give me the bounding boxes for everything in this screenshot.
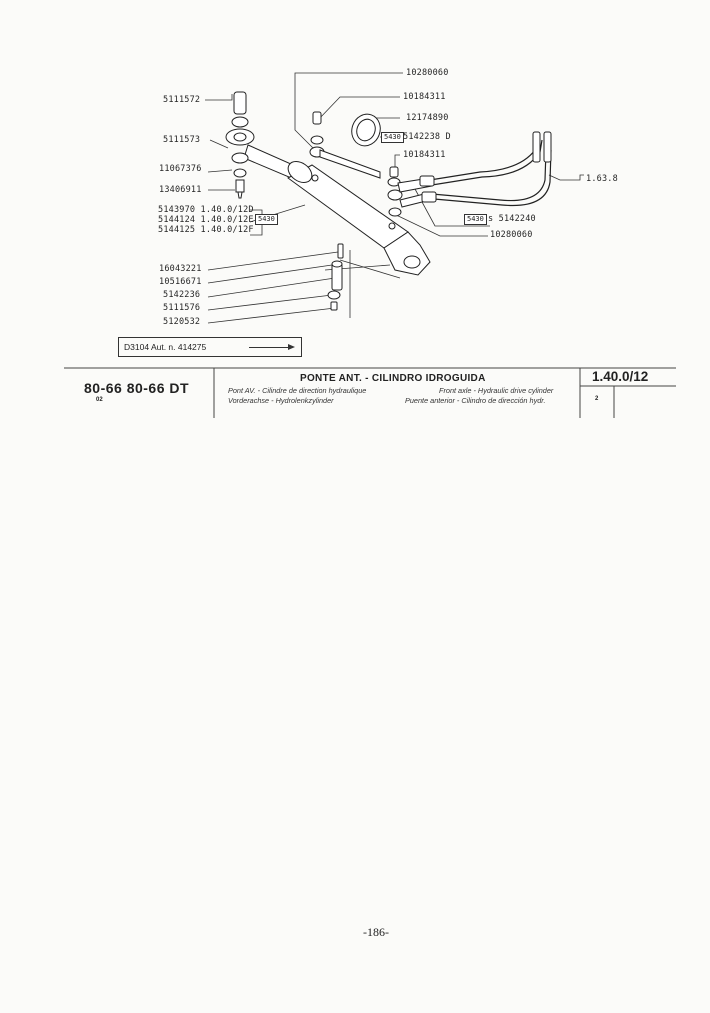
part-label-10184311-a: 10184311 [403, 92, 446, 102]
page-number: -186- [363, 925, 389, 939]
desc-english: Front axle - Hydraulic drive cylinder [439, 386, 554, 395]
part-label-5144124: 5144124 1.40.0/12E [158, 215, 254, 225]
part-label-10184311-b: 10184311 [403, 150, 446, 160]
part-label-10516671: 10516671 [159, 277, 202, 287]
part-label-13406911: 13406911 [159, 185, 202, 195]
part-label-5111576: 5111576 [163, 303, 201, 313]
part-label-5142240: s 5142240 [488, 214, 536, 224]
part-label-11067376: 11067376 [159, 164, 202, 174]
part-label-10280060-bottom: 10280060 [490, 230, 533, 240]
part-label-5143970: 5143970 1.40.0/12D [158, 205, 254, 215]
part-label-16043221: 16043221 [159, 264, 202, 274]
part-label-5111572: 5111572 [163, 95, 201, 105]
desc-spanish: Puente anterior - Cilindro de dirección hydr. [405, 396, 546, 405]
part-label-12174890: 12174890 [406, 113, 449, 123]
reference-text: D3104 Aut. n. 414275 [124, 342, 207, 352]
reference-box [118, 337, 302, 357]
arrow-right-icon [249, 347, 289, 348]
part-label-5142238: 5142238 D [403, 132, 451, 142]
model-name: 80-66 80-66 DT [84, 380, 190, 396]
part-label-5120532: 5120532 [163, 317, 201, 327]
model-sub: 02 [96, 397, 103, 403]
variant-box-5430-a: 5430 [381, 132, 404, 143]
desc-german: Vorderachse - Hydrolenkzylinder [228, 396, 334, 405]
part-label-1-63-8: 1.63.8 [586, 174, 618, 184]
section-code: 1.40.0/12 [592, 369, 649, 384]
part-label-5111573: 5111573 [163, 135, 201, 145]
part-label-10280060-top: 10280060 [406, 68, 449, 78]
variant-box-5430-c: 5430 [464, 214, 487, 225]
desc-french: Pont AV. - Cilindre de direction hydraulique [228, 386, 367, 395]
section-title: PONTE ANT. - CILINDRO IDROGUIDA [300, 373, 486, 384]
part-label-5144125: 5144125 1.40.0/12F [158, 225, 254, 235]
variant-box-5430-b: 5430 [255, 214, 278, 225]
section-code-sub: 2 [595, 396, 599, 402]
part-label-5142236: 5142236 [163, 290, 201, 300]
